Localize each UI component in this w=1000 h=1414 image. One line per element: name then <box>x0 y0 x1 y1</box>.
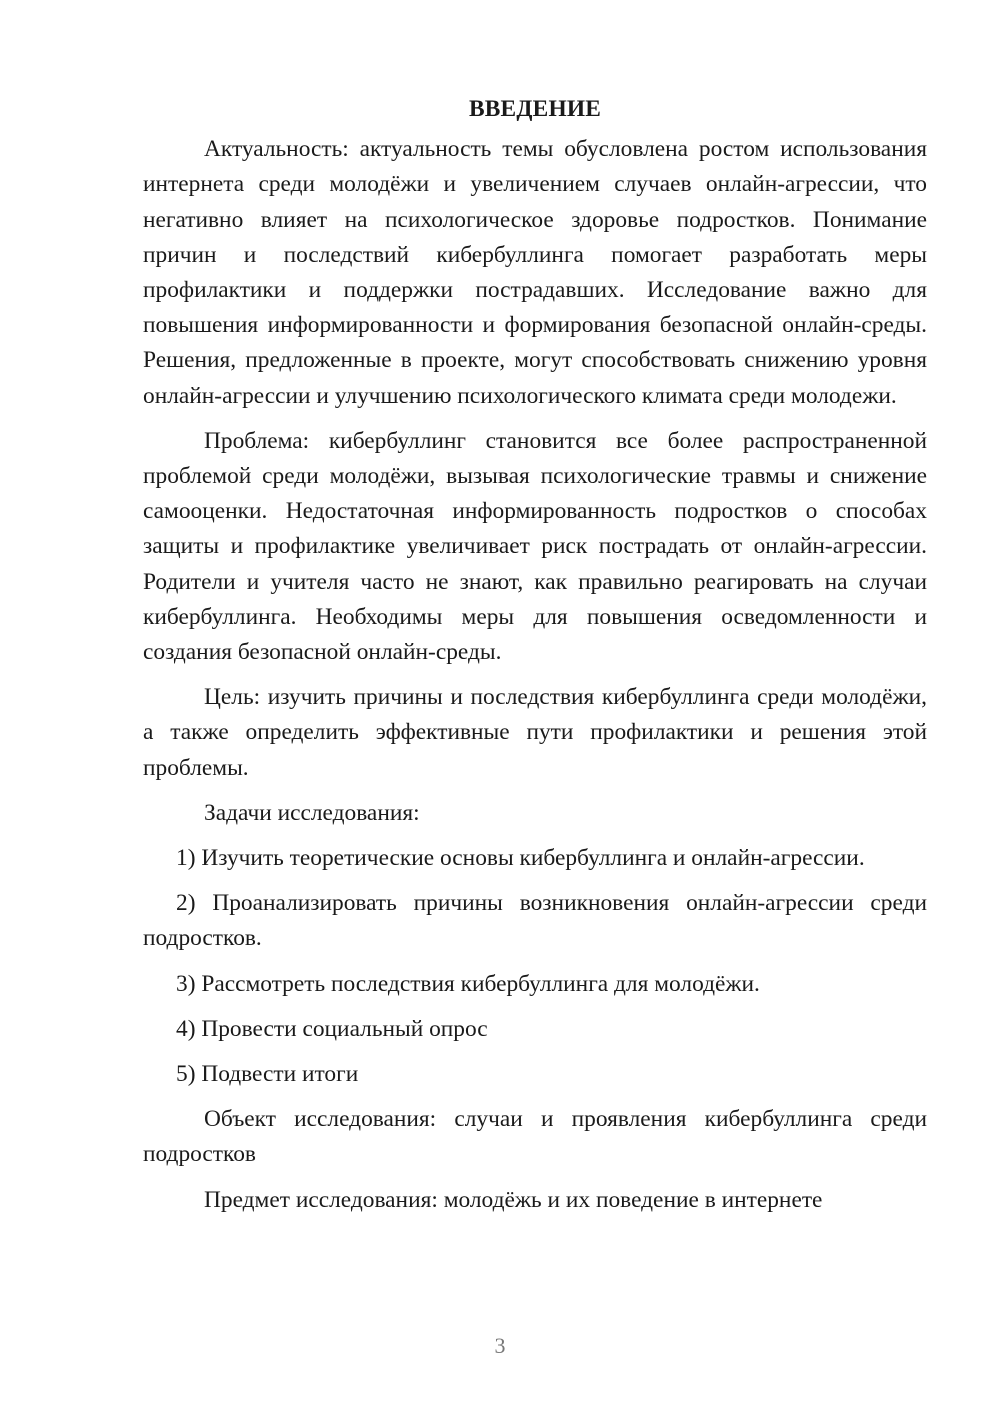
task-item: 2) Проанализировать причины возникновения онлайн-агрессии среди подростков. <box>143 890 927 952</box>
task-item: 1) Изучить теоретические основы кибербуллинга и онлайн-агрессии. <box>176 845 865 872</box>
relevance-paragraph: Актуальность: актуальность темы обусловлена ростом использования интернета среди молодёжи и увеличением случаев онлайн-агрессии, что негативно влияет на психологическое здоровье подростков. Понимание причин и последствий кибербуллинга помогает разработать меры профилактики и поддержки пострадавших. Исследование важно для повышения информированности и формирования безопасной онлайн-среды. Решения, предложенные в проекте, могут способствовать снижению уровня онлайн-агрессии и улучшению психологического климата среди молодежи. <box>143 136 927 409</box>
subject-paragraph: Предмет исследования: молодёжь и их поведение в интернете <box>204 1186 823 1213</box>
page-number: 3 <box>494 1333 506 1358</box>
tasks-heading: Задачи исследования: <box>204 799 420 826</box>
tasks-list <box>143 841 927 1092</box>
document-page <box>143 92 927 1218</box>
goal-paragraph: Цель: изучить причины и последствия кибербуллинга среди молодёжи, а также определить эффективные пути профилактики и решения этой проблемы. <box>143 684 927 781</box>
task-item: 5) Подвести итоги <box>176 1061 359 1088</box>
problem-paragraph: Проблема: кибербуллинг становится все более распространенной проблемой среди молодёжи, вызывая психологические травмы и снижение самооценки. Недостаточная информированность подростков о способах защиты и профилактике увеличивает риск пострадать от онлайн-агрессии. Родители и учителя часто не знают, как правильно реагировать на случаи кибербуллинга. Необходимы меры для повышения осведомленности и создания безопасной онлайн-среды. <box>143 427 927 666</box>
task-item: 3) Рассмотреть последствия кибербуллинга для молодёжи. <box>176 970 760 997</box>
task-item: 4) Провести социальный опрос <box>176 1015 488 1042</box>
object-paragraph: Объект исследования: случаи и проявления кибербуллинга среди подростков <box>143 1106 927 1168</box>
section-title: ВВЕДЕНИЕ <box>468 96 602 122</box>
